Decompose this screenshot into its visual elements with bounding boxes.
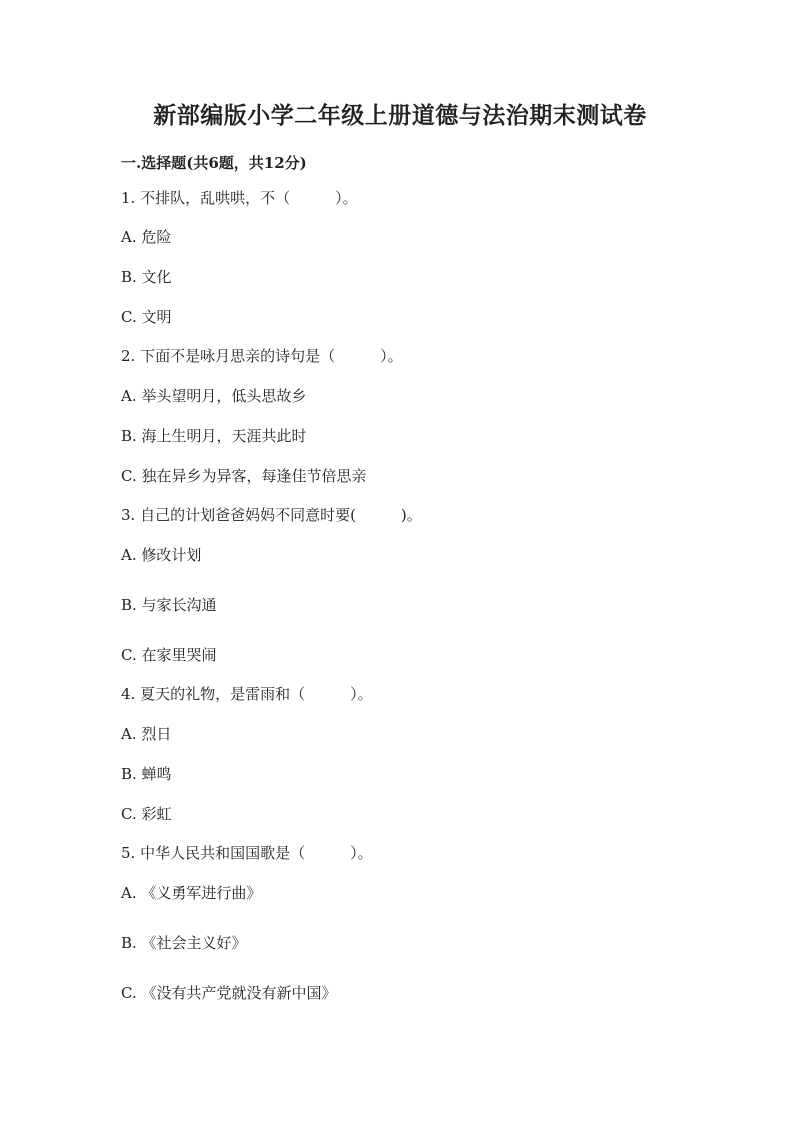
question-stem: 4. 夏天的礼物，是雷雨和（ ）。 — [121, 685, 373, 703]
answer-option: B. 与家长沟通 — [121, 596, 217, 614]
answer-option: A. 举头望明月，低头思故乡 — [121, 387, 307, 405]
answer-option: C. 独在异乡为异客，每逢佳节倍思亲 — [121, 467, 367, 485]
question-stem: 2. 下面不是咏月思亲的诗句是（ ）。 — [121, 347, 403, 365]
answer-option: A. 烈日 — [121, 725, 172, 743]
answer-option: A. 《义勇军进行曲》 — [121, 884, 262, 902]
question-stem: 3. 自己的计划爸爸妈妈不同意时要( )。 — [121, 506, 422, 524]
answer-option: C. 在家里哭闹 — [121, 646, 217, 664]
answer-option: B. 《社会主义好》 — [121, 934, 247, 952]
page-title: 新部编版小学二年级上册道德与法治期末测试卷 — [153, 102, 647, 129]
question-stem: 5. 中华人民共和国国歌是（ ）。 — [121, 844, 373, 862]
section-header: 一.选择题(共6题，共12分) — [121, 154, 307, 172]
answer-option: B. 蝉鸣 — [121, 765, 172, 783]
answer-option: B. 海上生明月，天涯共此时 — [121, 427, 307, 445]
answer-option: B. 文化 — [121, 268, 172, 286]
answer-option: C. 文明 — [121, 308, 172, 326]
answer-option: A. 危险 — [121, 228, 172, 246]
answer-option: C. 《没有共产党就没有新中国》 — [121, 984, 337, 1002]
question-stem: 1. 不排队，乱哄哄，不（ ）。 — [121, 189, 358, 207]
answer-option: C. 彩虹 — [121, 805, 172, 823]
answer-option: A. 修改计划 — [121, 546, 202, 564]
